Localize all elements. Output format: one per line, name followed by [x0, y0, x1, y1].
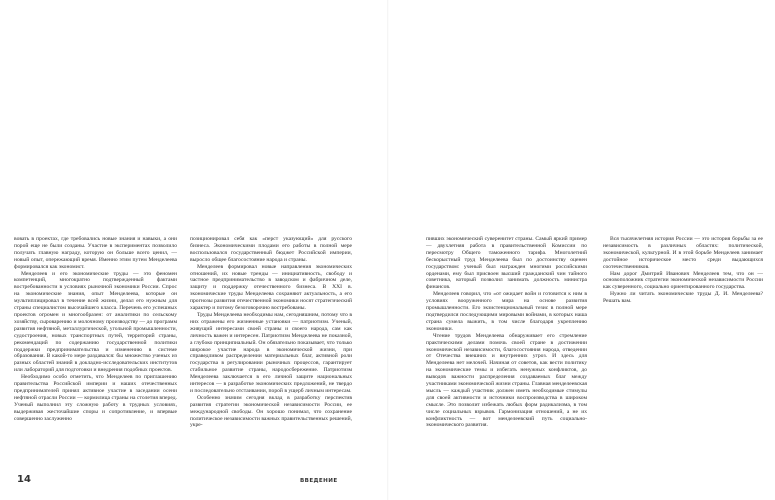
- right-text-column-1: [426, 236, 587, 429]
- paragraph: Вся тысячелетняя история России — это история борьбы за ее независимость в различных областях: политической, экономической, культурной. И в этой борьбе Менделеев занимает достойное историческое место среди выдающихся соотечественников.: [603, 236, 763, 270]
- paragraph: пивших экономический суверенитет страны. Самый яркий пример — двухлетняя работа в правительственной Комиссии по пересмотру Общего таможенного тарифа. Многолетний бескорыстный труд Менделеева был по достоинству оценен государством: ученый был награжден многими российскими орденами, ему был присвоен высший гражданский чин тайного советника, который позволил занимать должность министра финансов.: [426, 236, 587, 291]
- right-text-column-2: [603, 236, 763, 305]
- paragraph: Нужно ли читать экономические труды Д. И. Менделеева? Решать вам.: [603, 291, 763, 305]
- paragraph: Необходимо особо отметить, что Менделеев по приглашению правительства Российской империи и наших отечественных предпринимателей принял активное участие в заседании осени нефтяной отрасли России — кормилица страны на столетия вперед. Ученый выполнил эту сложную работу в трудных условиях, выдерживая жесточайшие споры и сопротивление, и впервые совершенно заслуженно: [14, 374, 177, 422]
- page-number: 14: [17, 474, 31, 485]
- paragraph: Труды Менделеева необходимы нам, сегодняшним, потому что в них отражены его жизненные установки — патриотизм. Ученый, живущий интересами своей страны и своего народа, сам как личность важен и интересен. Патриотизм Менделеева не показной, а глубоко принципиальный. Он обязательно показывает, что только широкое участие народа в экономической жизни, при справедливом распределении материальных благ, активной роли государства в регулировании рыночных процессов, гарантирует стабильное развитие страны, народосбережение. Патриотизм Менделеева заключается в его личной защите национальных интересов — в разработке экономических предложений, не твердо и последовательно отстаивании, порой в ущерб личным интересам.: [190, 311, 352, 394]
- paragraph: Особенно значим сегодня вклад в разработку перспектив развития стратегии экономической независимости России, ее международной свободы. Он хорошо понимал, что сохранение политическое независимости важных правительственных решений, укре-: [190, 394, 352, 429]
- paragraph: Чтение трудов Менделеева обнаруживает его стремление практическими делами помочь своей стране в достижении экономической независимости, благосостояния народа, отведении от Отечества внешних и внутренних угроз. И здесь для Менделеева нет мелочей. Начиная от советов, как вести политику на экономические темы и избегать ненужных конфликтов, до выводов важности распределения создаваемых благ между участниками экономической жизни страны. Главная менделеевская мысль — каждый участник должен иметь необходимые стимулы для своей активности и источники воспроизводства в широком смысле. Это позволит избежать любых форм радикализма, в том числе социальных взрывов. Гармонизация отношений, а не их конфликтность — вот менделеевский путь социально-экономического развития.: [426, 332, 587, 429]
- paragraph: Менделеев говорил, что «от ожидает войн и готовится к ним в условиях вооруженного мира на основе развития промышленности. Его экзистенциональный тезис в полной мере подтвердился последующими мировыми войнами, в которых наша страна сумела выжить, в том числе благодаря укреплению экономики.: [426, 291, 587, 332]
- paragraph: Нам дорог Дмитрий Иванович Менделеев тем, что он — основоположник стратегии экономической независимости России как суверенного, социально ориентированного государства.: [603, 270, 763, 291]
- left-text-column-2: [190, 236, 352, 429]
- right-page: [388, 0, 775, 500]
- left-text-column-1: [14, 236, 177, 422]
- paragraph: Менделеев формировал новые направления экономических отношений, их новые тренды — инициативность, свободу и частное предпринимательство в заводском и фабричном деле, защиту и поддержку отечественного бизнеса. В XXI в. экономические труды Менделеева сохраняют актуальность, а его прогнозы развития отечественной экономики носят стратегический характер и потому безоговорочно востребованы.: [190, 263, 352, 312]
- paragraph: Менделеев и его экономические труды — это феномен компетенций, многократно подтвержденный фактами востребованности в условиях рыночной экономики России. Спрос на экономические знания, опыт Менделеева, которые он мультиплицировал в течение всей жизни, делал его нужным для страны специалистом высочайшего класса. Перечень его успешных проектов огромен и многообразен: от аналитики по сельскому хозяйству, сыроварению и молочному производству — до программ развития нефтяной, металлургической, угольной промышленности, судостроения, новых транспортных путей, территорий страны, рекомендаций по содержанию государственной политики поддержки предпринимательства и изменению в системе образования. В какой-то мере раздавался: бы множество ученых из разных областей знаний в докладно-исследовательских институтов или лабораторий для подготовки и внедрения подобных проектов.: [14, 270, 177, 374]
- paragraph: позиционировал себя как «перст указующий» для русского бизнеса. Экономическими плодами его работы в полной мере воспользовался государственный бюджет Российской империи, выросло общее благосостояние народа и страны.: [190, 236, 352, 263]
- running-head: ВВЕДЕНИЕ: [300, 478, 338, 484]
- paragraph: вовать в проектах, где требовались новые знания и навыки, а они порой еще не были созданы. Участие в экспериментах позволило получать главную награду, которую он больше всего ценил, — новый опыт, опережающий время. Именно этим путем Менделеева формировался как экономист.: [14, 236, 177, 270]
